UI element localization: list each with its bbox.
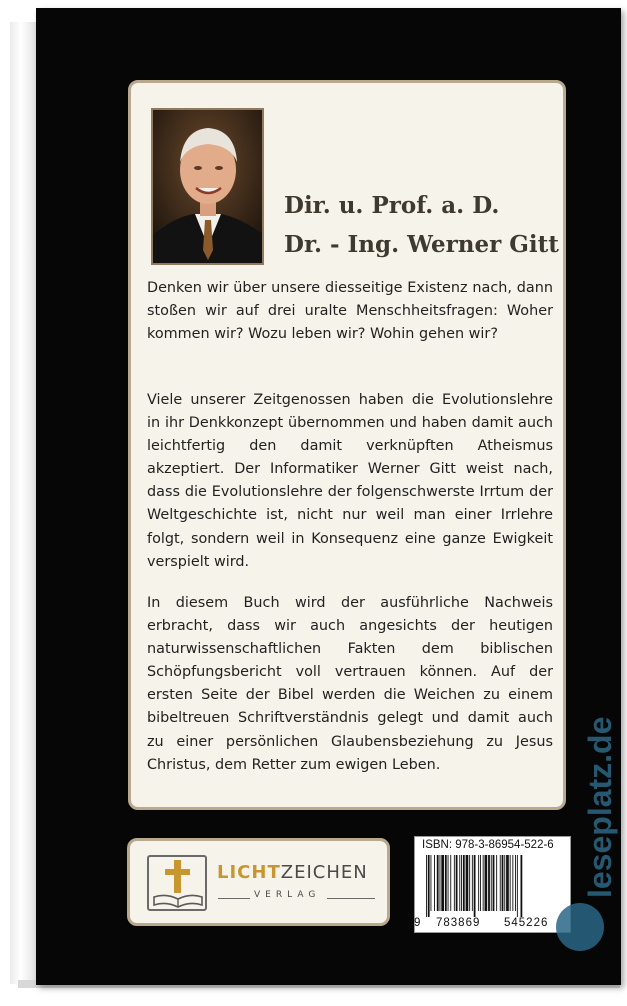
barcode-bar [466,855,469,911]
barcode-bar [504,855,505,911]
barcode-bar [426,855,427,917]
publisher-subtitle: VERLAG [254,890,321,900]
isbn-text: ISBN: 978-3-86954-522-6 [422,839,554,851]
blurb-paragraph-1: Denken wir über unsere diesseitige Existenz nach, dann stoßen wir auf drei uralte Menschheitsfragen: Woher kommen wir? Wozu leben wir? Wohin gehen wir? [147,280,553,343]
barcode-bar [483,855,484,911]
barcode-bar [493,855,495,911]
barcode-bar [454,855,455,911]
logo-rule-left [218,898,250,899]
author-title: Dir. u. Prof. a. D. [284,192,500,219]
barcode-bar [496,855,497,911]
open-book-icon [150,893,206,911]
author-photo [151,108,264,265]
barcode-bar [463,855,465,911]
barcode-bar [488,855,490,911]
author-name: Dr. - Ing. Werner Gitt [284,231,559,258]
barcode-bar [500,855,501,911]
barcode-bars [424,855,566,917]
ean-first-digit: 9 [414,917,421,929]
barcode-bar [440,855,441,911]
barcode-bar [445,855,447,911]
barcode-bar [448,855,449,911]
barcode-bar [515,855,516,911]
barcode-bar [469,855,470,911]
barcode-bar [431,855,432,911]
barcode-bar [459,855,460,911]
barcode-bar [521,855,523,917]
barcode-bar [437,855,439,911]
barcode-bar [428,855,430,917]
barcode-bar [450,855,451,911]
barcode-bar [491,855,492,911]
barcode-bar [474,855,476,917]
watermark-logo-icon [556,903,604,951]
barcode-bar [502,855,504,911]
barcode-bar [512,855,513,911]
barcode-bar [461,855,462,911]
publisher-name-part1: LICHT [217,862,281,883]
barcode-bar [480,855,481,911]
barcode-bar [478,855,479,911]
blurb-paragraph-3: In diesem Buch wird der ausführliche Nachweis erbracht, dass wir auch angesichts der heutigen naturwissenschaftlichen Fakten dem biblischen Schöpfungsbericht voll vertrauen können. Auf der ersten Seite der Bibel werden die Weichen zu einem bibeltreuen Schriftverständnis gelegt und damit auch zu einer persönlichen Glaubensbeziehung zu Jesus Christus, dem Retter zum ewigen Leben. [147,595,553,773]
barcode-bar [517,855,518,917]
publisher-name-part2: ZEICHEN [280,862,368,883]
barcode-bar [434,855,435,911]
barcode-bar [456,855,458,911]
publisher-name [217,862,368,883]
author-portrait-image [153,110,262,263]
watermark-text: leseplatz.de [582,716,618,898]
ean-right-digits: 545226 [504,917,549,929]
barcode-bar [441,855,444,911]
barcode-bar [472,855,473,911]
book-page-edge [10,22,38,984]
barcode-bar [510,855,511,911]
blurb-paragraph-2: Viele unserer Zeitgenossen haben die Evolutionslehre in ihr Denkkonzept übernommen und haben damit auch leichtfertig den damit verknüpften Atheismus akzeptiert. Der Informatiker Werner Gitt weist nach, dass die Evolutionslehre der folgenschwerste Irrtum der Weltgeschichte ist, nicht nur weil man einer Irrlehre folgt, sondern weil in Konsequenz eine ganze Ewigkeit verspielt wird. [147,392,553,570]
barcode-bar [485,855,488,911]
barcode-bar [506,855,509,911]
logo-rule-right [327,898,375,899]
ean-left-digits: 783869 [436,917,481,929]
